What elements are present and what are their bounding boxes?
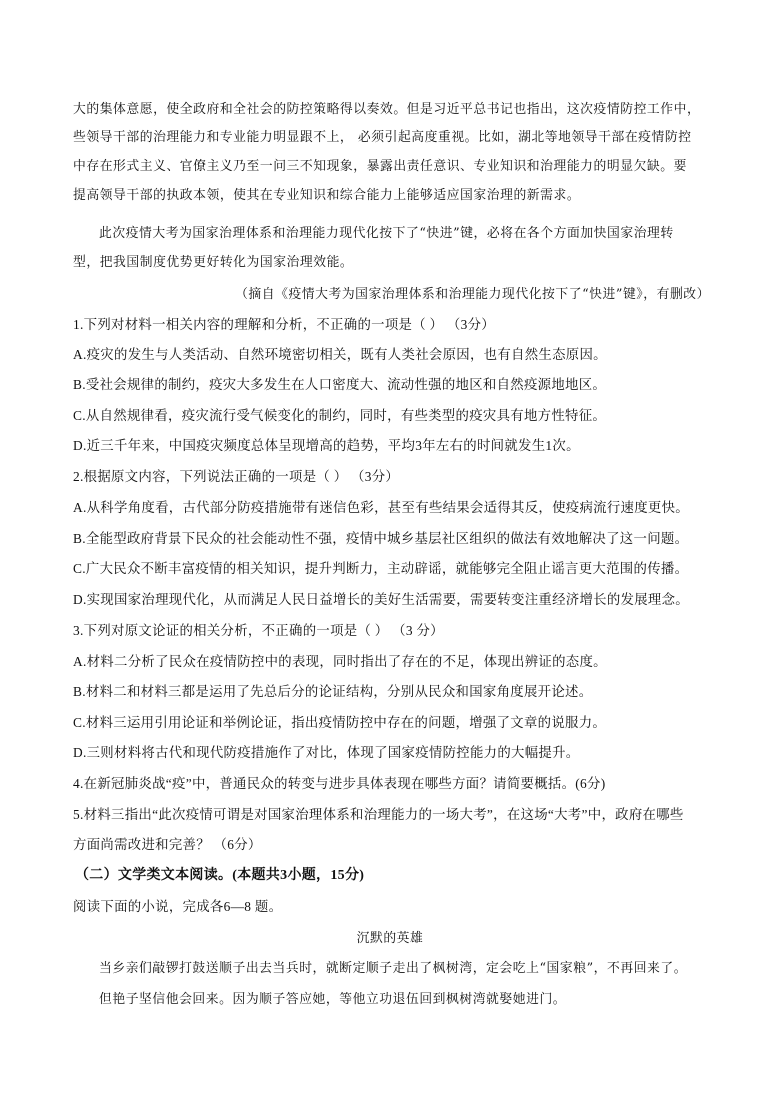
question-2-option-b: B.全能型政府背景下民众的社会能动性不强，疫情中城乡基层社区组织的做法有效地解决了这一问题。 [73,531,689,546]
reading-instruction: 阅读下面的小说，完成各6—8 题。 [73,899,283,914]
question-3-option-d: D.三则材料将古代和现代防疫措施作了对比，体现了国家疫情防控能力的大幅提升。 [73,745,580,760]
question-1-option-b: B.受社会规律的制约，疫灾大多发生在人口密度大、流动性强的地区和自然疫源地地区。 [73,377,607,392]
question-2-stem: 2.根据原文内容，下列说法正确的一项是（ ） （3分） [73,469,400,484]
question-2-option-c: C.广大民众不断丰富疫情的相关知识，提升判断力，主动辟谣，就能够完全阻止谣言更大范围的传播。 [73,561,689,576]
question-1-option-c: C.从自然规律看，疫灾流行受气候变化的制约，同时，有些类型的疫灾具有地方性特征。 [73,408,607,423]
passage-line: 提高领导干部的执政本领，使其在专业知识和综合能力上能够适应国家治理的新需求。 [73,188,581,203]
question-3-stem: 3.下列对原文论证的相关分析，不正确的一项是（ ） （3 分） [73,623,444,638]
question-1-option-d: D.近三千年来，中国疫灾频度总体呈现增高的趋势，平均3年左右的时间就发生1次。 [73,438,580,453]
question-2-option-a: A.从科学角度看，古代部分防疫措施带有迷信色彩，甚至有些结果会适得其反，使疫病流行速度更快。 [73,500,690,515]
question-3-option-a: A.材料二分析了民众在疫情防控中的表现，同时指出了存在的不足，体现出辨证的态度。 [73,654,607,669]
question-5-line: 5.材料三指出“此次疫情可谓是对国家治理体系和治理能力的一场大考”，在这场“大考”中，政府在哪些 [73,807,684,822]
question-4: 4.在新冠肺炎战“疫”中，普通民众的转变与进步具体表现在哪些方面？请简要概括。(6分) [73,776,606,791]
question-3-option-c: C.材料三运用引用论证和举例论证，指出疫情防控中存在的问题，增强了文章的说服力。 [73,715,607,730]
passage-line: 中存在形式主义、官僚主义乃至一问三不知现象，暴露出责任意识、专业知识和治理能力的明显欠缺。要 [73,159,687,174]
question-5-line: 方面尚需改进和完善？ （6分） [73,837,262,852]
section-heading: （二）文学类文本阅读。(本题共3小题，15分) [75,868,365,883]
story-paragraph: 但艳子坚信他会回来。因为顺子答应她，等他立功退伍回到枫树湾就娶她进门。 [99,992,567,1007]
passage-line: 此次疫情大考为国家治理体系和治理能力现代化按下了“快进”键，必将在各个方面加快国家治理转 [99,226,674,241]
question-1-stem: 1.下列对材料一相关内容的理解和分析，不正确的一项是（ ） （3分） [73,317,495,332]
source-note: （摘自《疫情大考为国家治理体系和治理能力现代化按下了“快进”键》，有删改） [235,287,710,302]
question-3-option-b: B.材料二和材料三都是运用了先总后分的论证结构，分别从民众和国家角度展开论述。 [73,684,593,699]
passage-line: 型，把我国制度优势更好转化为国家治理效能。 [73,255,354,270]
question-2-option-d: D.实现国家治理现代化，从而满足人民日益增长的美好生活需要，需要转变注重经济增长的发展理念。 [73,592,690,607]
story-title: 沉默的英雄 [356,931,424,946]
story-paragraph: 当乡亲们敲锣打鼓送顺子出去当兵时，就断定顺子走出了枫树湾，定会吃上“国家粮”，不再回来了。 [99,961,688,976]
passage-line: 大的集体意愿，使全政府和全社会的防控策略得以奏效。但是习近平总书记也指出，这次疫情防控工作中， [73,102,701,117]
question-1-option-a: A.疫灾的发生与人类活动、自然环境密切相关，既有人类社会原因，也有自然生态原因。 [73,347,607,362]
passage-line: 些领导干部的治理能力和专业能力明显跟不上， 必须引起高度重视。比如，湖北等地领导干部在疫情防控 [73,130,692,145]
